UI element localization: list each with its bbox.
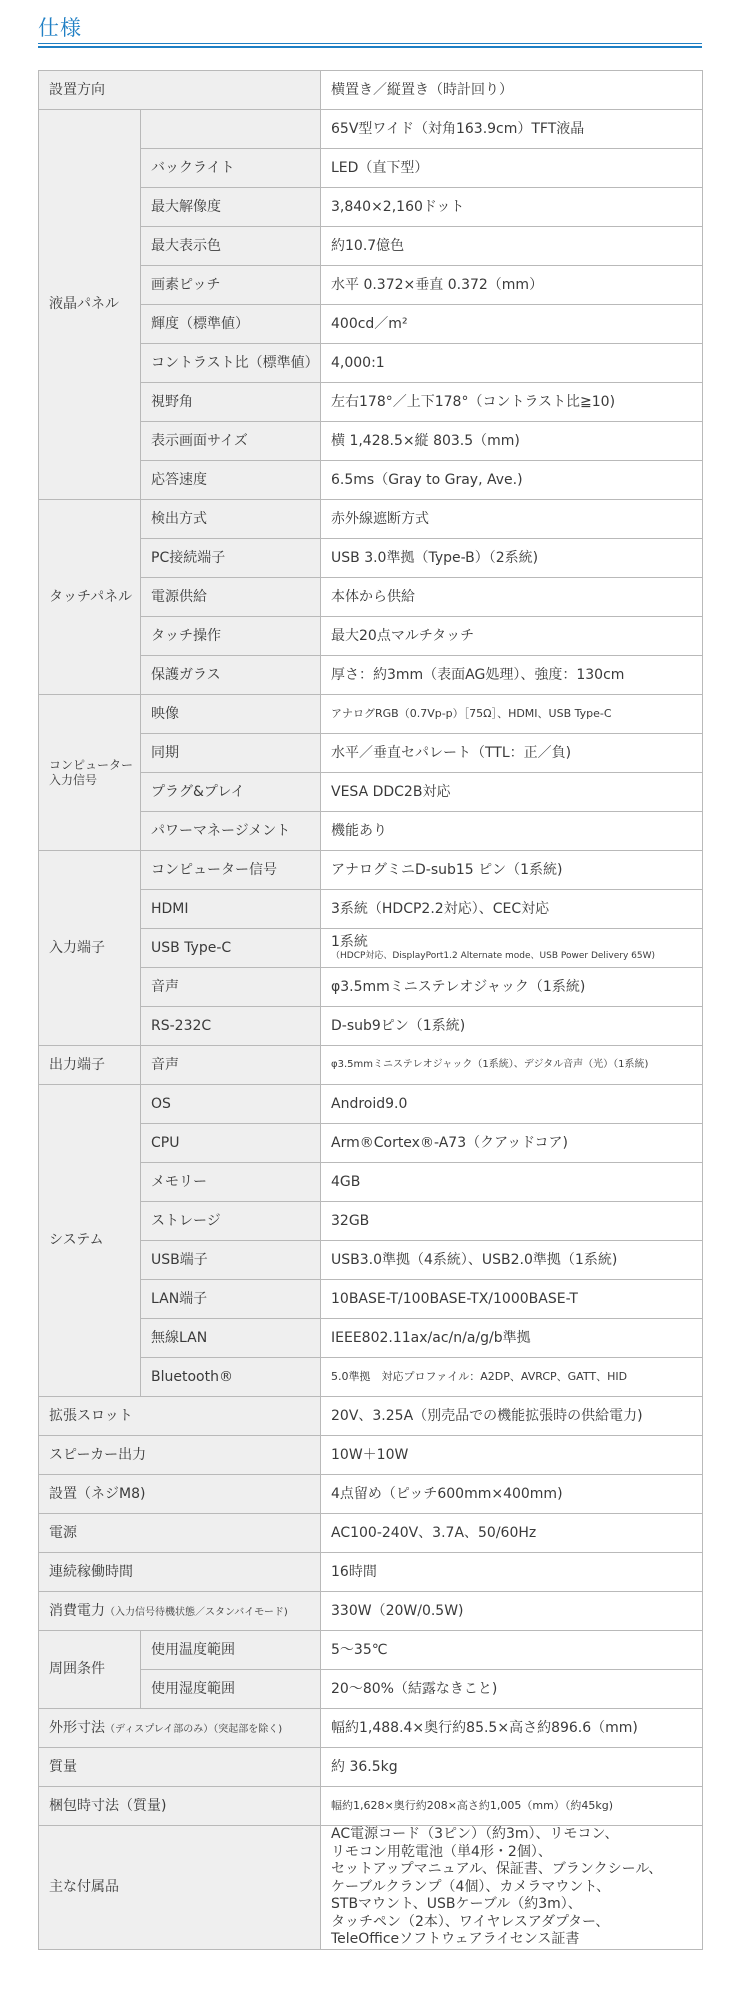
row-value: Arm®Cortex®-A73（クアッドコア)	[321, 1124, 703, 1163]
row-value: 16時間	[321, 1553, 703, 1592]
row-label: パワーマネージメント	[141, 812, 321, 851]
row-value: D-sub9ピン（1系統)	[321, 1007, 703, 1046]
row-value-main: 1系統	[331, 934, 368, 951]
row-label-note: （ディスプレイ部のみ）（突起部を除く)	[105, 1723, 283, 1735]
page-title: 仕様	[38, 16, 82, 40]
table-row	[39, 1592, 703, 1631]
accessory-line: セットアップマニュアル、保証書、ブランクシール、	[331, 1861, 663, 1877]
table-row	[39, 500, 703, 539]
table-row	[39, 1475, 703, 1514]
row-label: 同期	[141, 734, 321, 773]
row-value: Android9.0	[321, 1085, 703, 1124]
group-label-system: システム	[39, 1085, 141, 1397]
row-label: タッチ操作	[141, 617, 321, 656]
row-value: IEEE802.11ax/ac/n/a/g/b準拠	[321, 1319, 703, 1358]
row-label: USB Type-C	[141, 929, 321, 968]
row-label: 音声	[141, 968, 321, 1007]
row-value: VESA DDC2B対応	[321, 773, 703, 812]
row-value: 水平 0.372×垂直 0.372（mm）	[321, 266, 703, 305]
accessory-line: タッチペン（2本）、ワイヤレスアダプター、	[331, 1913, 610, 1930]
row-label: 使用温度範囲	[141, 1631, 321, 1670]
row-label: OS	[141, 1085, 321, 1124]
row-value: アナログミニD-sub15 ピン（1系統)	[321, 851, 703, 890]
row-label-note: （入力信号待機状態／スタンバイモード)	[105, 1606, 288, 1618]
accessory-line: ケーブルクランプ（4個）、カメラマウント、	[331, 1878, 611, 1895]
accessory-line: TeleOfficeソフトウェアライセンス証書	[331, 1931, 580, 1947]
row-label: 応答速度	[141, 461, 321, 500]
row-value: 本体から供給	[321, 578, 703, 617]
row-label	[39, 1592, 321, 1631]
table-row	[39, 1085, 703, 1124]
row-label: CPU	[141, 1124, 321, 1163]
table-row	[39, 1826, 703, 1950]
group-label-input-ports: 入力端子	[39, 851, 141, 1046]
row-value: 4点留め（ピッチ600mm×400mm)	[321, 1475, 703, 1514]
row-label: 画素ピッチ	[141, 266, 321, 305]
group-label-line: コンピューター	[49, 757, 134, 772]
row-label: 梱包時寸法（質量)	[39, 1787, 321, 1826]
row-label: 無線LAN	[141, 1319, 321, 1358]
row-label: 最大表示色	[141, 227, 321, 266]
row-value: AC100-240V、3.7A、50/60Hz	[321, 1514, 703, 1553]
row-value: 330W（20W/0.5W)	[321, 1592, 703, 1631]
table-row	[39, 1436, 703, 1475]
row-value: 20〜80%（結露なきこと)	[321, 1670, 703, 1709]
row-value: 3,840×2,160ドット	[321, 188, 703, 227]
row-label: 使用湿度範囲	[141, 1670, 321, 1709]
row-value: 6.5ms（Gray to Gray, Ave.)	[321, 461, 703, 500]
row-value: 横置き／縦置き（時計回り）	[321, 71, 703, 110]
row-label: 電源	[39, 1514, 321, 1553]
row-label: 保護ガラス	[141, 656, 321, 695]
row-label: 拡張スロット	[39, 1397, 321, 1436]
row-label: USB端子	[141, 1241, 321, 1280]
title-underline	[38, 43, 702, 44]
row-value	[321, 929, 703, 968]
row-label: プラグ&プレイ	[141, 773, 321, 812]
row-label: 主な付属品	[39, 1826, 321, 1950]
table-row	[39, 1748, 703, 1787]
row-value: 水平／垂直セパレート（TTL：正／負)	[321, 734, 703, 773]
table-row	[39, 1553, 703, 1592]
table-row	[39, 71, 703, 110]
row-label	[141, 110, 321, 149]
row-value-note: （HDCP対応、DisplayPort1.2 Alternate mode、USB Power Delivery 65W)	[331, 950, 656, 961]
row-label: 映像	[141, 695, 321, 734]
row-label: 電源供給	[141, 578, 321, 617]
row-label: 視野角	[141, 383, 321, 422]
row-value: 32GB	[321, 1202, 703, 1241]
row-value: 4,000:1	[321, 344, 703, 383]
title-underline-thick	[38, 46, 702, 48]
row-value: φ3.5mmミニステレオジャック（1系統)	[321, 968, 703, 1007]
group-label-pc-input	[39, 695, 141, 851]
row-value: 機能あり	[321, 812, 703, 851]
row-value: 10BASE-T/100BASE-TX/1000BASE-T	[321, 1280, 703, 1319]
row-label: HDMI	[141, 890, 321, 929]
row-label: ストレージ	[141, 1202, 321, 1241]
row-label: 設置方向	[39, 71, 321, 110]
row-value: LED（直下型）	[321, 149, 703, 188]
row-value: φ3.5mmミニステレオジャック（1系統）、デジタル音声（光）（1系統)	[321, 1046, 703, 1085]
row-label: 音声	[141, 1046, 321, 1085]
table-row	[39, 851, 703, 890]
row-value: アナログRGB（0.7Vp-p）［75Ω］、HDMI、USB Type-C	[321, 695, 703, 734]
row-label: スピーカー出力	[39, 1436, 321, 1475]
row-value: 最大20点マルチタッチ	[321, 617, 703, 656]
row-label: 検出方式	[141, 500, 321, 539]
accessory-line: STBマウント、USBケーブル（約3m）、	[331, 1896, 582, 1912]
accessories-list	[321, 1826, 703, 1950]
group-label-touch: タッチパネル	[39, 500, 141, 695]
row-value: 左右178°／上下178°（コントラスト比≧10)	[321, 383, 703, 422]
group-label-output-ports: 出力端子	[39, 1046, 141, 1085]
row-value: 400cd／m²	[321, 305, 703, 344]
row-label: 連続稼働時間	[39, 1553, 321, 1592]
group-label-environment: 周囲条件	[39, 1631, 141, 1709]
table-row	[39, 1397, 703, 1436]
accessory-line: AC電源コード（3ピン）（約3m）、リモコン、	[331, 1826, 619, 1842]
row-value: 5.0準拠 対応プロファイル：A2DP、AVRCP、GATT、HID	[321, 1358, 703, 1397]
row-label: メモリー	[141, 1163, 321, 1202]
row-label-main: 消費電力	[49, 1602, 105, 1619]
row-label: 輝度（標準値）	[141, 305, 321, 344]
row-value: 5〜35℃	[321, 1631, 703, 1670]
table-row	[39, 1787, 703, 1826]
row-value: 約10.7億色	[321, 227, 703, 266]
table-row	[39, 1046, 703, 1085]
spec-table	[38, 70, 703, 1950]
row-label: 表示画面サイズ	[141, 422, 321, 461]
row-value: 10W＋10W	[321, 1436, 703, 1475]
table-row	[39, 110, 703, 149]
row-label	[39, 1709, 321, 1748]
row-value: 赤外線遮断方式	[321, 500, 703, 539]
group-label-lcd: 液晶パネル	[39, 110, 141, 500]
row-label: コントラスト比（標準値）	[141, 344, 321, 383]
row-value: 65V型ワイド（対角163.9cm）TFT液晶	[321, 110, 703, 149]
row-value: 3系統（HDCP2.2対応）、CEC対応	[321, 890, 703, 929]
row-label: LAN端子	[141, 1280, 321, 1319]
accessory-line: リモコン用乾電池（単4形・2個）、	[331, 1843, 552, 1860]
row-label: バックライト	[141, 149, 321, 188]
row-label: 最大解像度	[141, 188, 321, 227]
row-label: RS-232C	[141, 1007, 321, 1046]
row-label: Bluetooth®	[141, 1358, 321, 1397]
table-row	[39, 695, 703, 734]
row-label-main: 外形寸法	[49, 1719, 105, 1736]
row-value: 厚さ：約3mm（表面AG処理）、強度：130cm	[321, 656, 703, 695]
row-label: 設置（ネジM8)	[39, 1475, 321, 1514]
table-row	[39, 1709, 703, 1748]
row-value: 4GB	[321, 1163, 703, 1202]
row-value: 幅約1,628×奥行約208×高さ約1,005（mm）（約45kg)	[321, 1787, 703, 1826]
row-value: USB 3.0準拠（Type-B）（2系統)	[321, 539, 703, 578]
group-label-line: 入力信号	[49, 772, 98, 787]
table-row	[39, 1631, 703, 1670]
row-label: PC接続端子	[141, 539, 321, 578]
row-value: 幅約1,488.4×奥行約85.5×高さ約896.6（mm)	[321, 1709, 703, 1748]
row-label: 質量	[39, 1748, 321, 1787]
table-row	[39, 1514, 703, 1553]
row-value: USB3.0準拠（4系統）、USB2.0準拠（1系統)	[321, 1241, 703, 1280]
row-value: 20V、3.25A（別売品での機能拡張時の供給電力)	[321, 1397, 703, 1436]
row-label: コンピューター信号	[141, 851, 321, 890]
row-value: 約 36.5kg	[321, 1748, 703, 1787]
row-value: 横 1,428.5×縦 803.5（mm)	[321, 422, 703, 461]
